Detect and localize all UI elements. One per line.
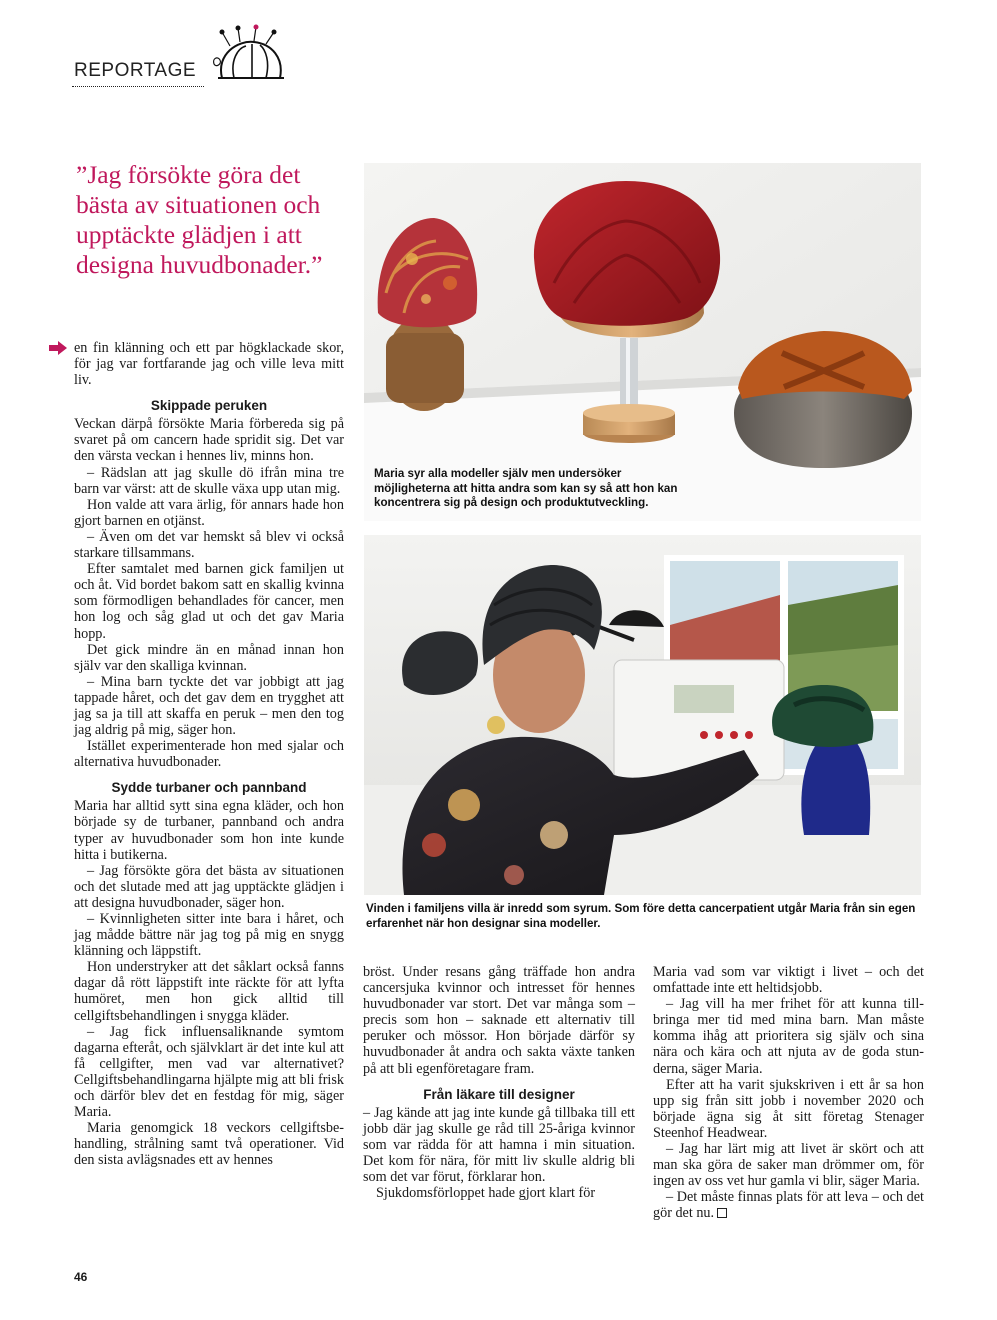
paragraph: – Jag fick influensaliknande symtom dagarna efteråt, och självklart är det inte kul att få cellgifter, men vad var alternativet? Cellgiftsbehandlingarna hjälpte mig att bli frisk och därför blev det en festdag för mig, säger Maria. (74, 1023, 344, 1121)
paragraph: Maria vad som var viktigt i livet – och det omfattade inte ett heltidsjobb. (653, 964, 924, 997)
pull-quote: ”Jag försökte göra det bästa av situationen och upptäckte glädjen i att designa huvudbonader.” (76, 160, 323, 279)
subheading: Sydde turbaner och pannband (111, 780, 307, 796)
paragraph: – Jag har lärt mig att livet är skört och att man ska göra de saker man drömmer om, för ingen av oss vet hur gamla vi blir, säger Maria. (653, 1141, 924, 1190)
paragraph: Efter att ha varit sjukskriven i ett år sa hon upp sig från sitt jobb i november 2020 och började ägna sig åt sitt företag Stenager Steenhof Headwear. (653, 1076, 924, 1141)
paragraph: Maria har alltid sytt sina egna kläder, och hon började sy de turbaner, pannband och andra typer av huvudbonader som hon inte kunde hitta i butikerna. (74, 798, 344, 863)
continue-arrow-icon (48, 341, 68, 355)
subheading: Från läkare till designer (423, 1086, 575, 1102)
photo-caption: Vinden i familjens villa är inredd som syrum. Som före detta cancerpatient utgår Maria från sin egen erfarenhet när hon designar sina modeller. (366, 902, 916, 930)
section-label: REPORTAGE (74, 60, 197, 81)
paragraph: Det gick mindre än en månad innan hon själv var den skalliga kvinnan. (74, 641, 344, 674)
paragraph: Maria genomgick 18 veckors cellgiftsbehandling, strålning samt två operationer. Vid den sista avlägsnades ett av hennes (74, 1120, 344, 1169)
paragraph: – Jag försökte göra det bästa av situationen och det slutade med att jag upptäckte glädjen i att designa huvudbonader, säger hon. (74, 862, 344, 911)
page-number: 46 (74, 1270, 88, 1284)
paragraph: Veckan därpå försökte Maria förbereda sig på svaret på om cancern hade spridit sig. Det var den värsta veckan i hennes liv, minns hon. (74, 416, 344, 465)
paragraph: – Jag kände att jag inte kunde gå tillbaka till ett jobb där jag skulle ge råd till 25-åriga kvinnor som var rädda för att hamna i min situation. Det kom för nära, för mitt liv skulle aldrig bli som det var förut, förklarar hon. (363, 1104, 635, 1186)
paragraph: Istället experimenterade hon med sjalar och alternativa huvudbonader. (74, 738, 344, 771)
photo-sewing-room (364, 535, 921, 895)
paragraph: en fin klänning och ett par högklackade skor, för jag var fortfarande jag och ville leva mitt liv. (74, 340, 344, 389)
paragraph: Hon valde att vara ärlig, för annars hade hon gjort barnen en otjänst. (74, 496, 344, 529)
closing-text: – Det måste finnas plats för att leva – och det gör det nu. (653, 1189, 924, 1222)
article-column-2 (363, 964, 635, 1201)
paragraph: – Rädslan att jag skulle dö ifrån mina tre barn var värst: att de skulle växa upp utan mig. (74, 464, 344, 497)
photo-caption: Maria syr alla modeller själv men undersöker möjligheterna att hitta andra som kan sy så att hon kan koncentrera sig på design och produktutveckling. (374, 467, 678, 509)
paragraph: – Kvinnligheten sitter inte bara i håret, och jag mådde bättre när jag tog på mig en snygg klänning och läppstift. (74, 911, 344, 960)
paragraph: bröst. Under resans gång träffade hon andra cancersjuka kvinnor och intresset för hennes huvudbonader var stort. Det var många som – precis som hon – saknade ett alternativ till peruker och mössor. Hon började därför sy huvudbonader åt andra och sakta växte tanken på att bli egenföretagare fram. (363, 964, 635, 1077)
pincushion-icon (208, 24, 288, 84)
paragraph: – Även om det var hemskt så blev vi också starkare tillsammans. (74, 528, 344, 562)
paragraph: Hon understryker att det såklart också fanns dagar då rött läppstift inte räckte för att lyfta humöret, men hon gick alltid till cellgiftsbehandlingen i snygga kläder. (74, 959, 344, 1024)
paragraph: Efter samtalet med barnen gick familjen ut och åt. Vid bordet bakom satt en skallig kvinna som förmodligen behandlades för cancer, men hon log och såg glad ut och det gav Maria hopp. (74, 561, 344, 642)
paragraph: – Mina barn tyckte det var jobbigt att jag tappade håret, och det gav dem en trygghet att jag sa ja till att skaffa en peruk – men den tog jag aldrig på mig, säger hon. (74, 673, 344, 739)
subheading: Skippade peruken (150, 398, 268, 414)
article-column-1 (74, 340, 344, 1169)
paragraph (653, 1189, 924, 1221)
header-dotted-rule (72, 86, 204, 87)
end-square-icon (717, 1208, 727, 1218)
page-header (72, 30, 312, 90)
paragraph: Sjukdomsförloppet hade gjort klart för (376, 1185, 596, 1202)
article-column-3 (653, 964, 924, 1222)
paragraph: – Jag vill ha mer frihet för att kunna tillbringa mer tid med mina barn. Man måste komma ihåg att prioritera sig själv och sina nära och kära och att njuta av de goda stunderna, säger Maria. (653, 996, 924, 1077)
